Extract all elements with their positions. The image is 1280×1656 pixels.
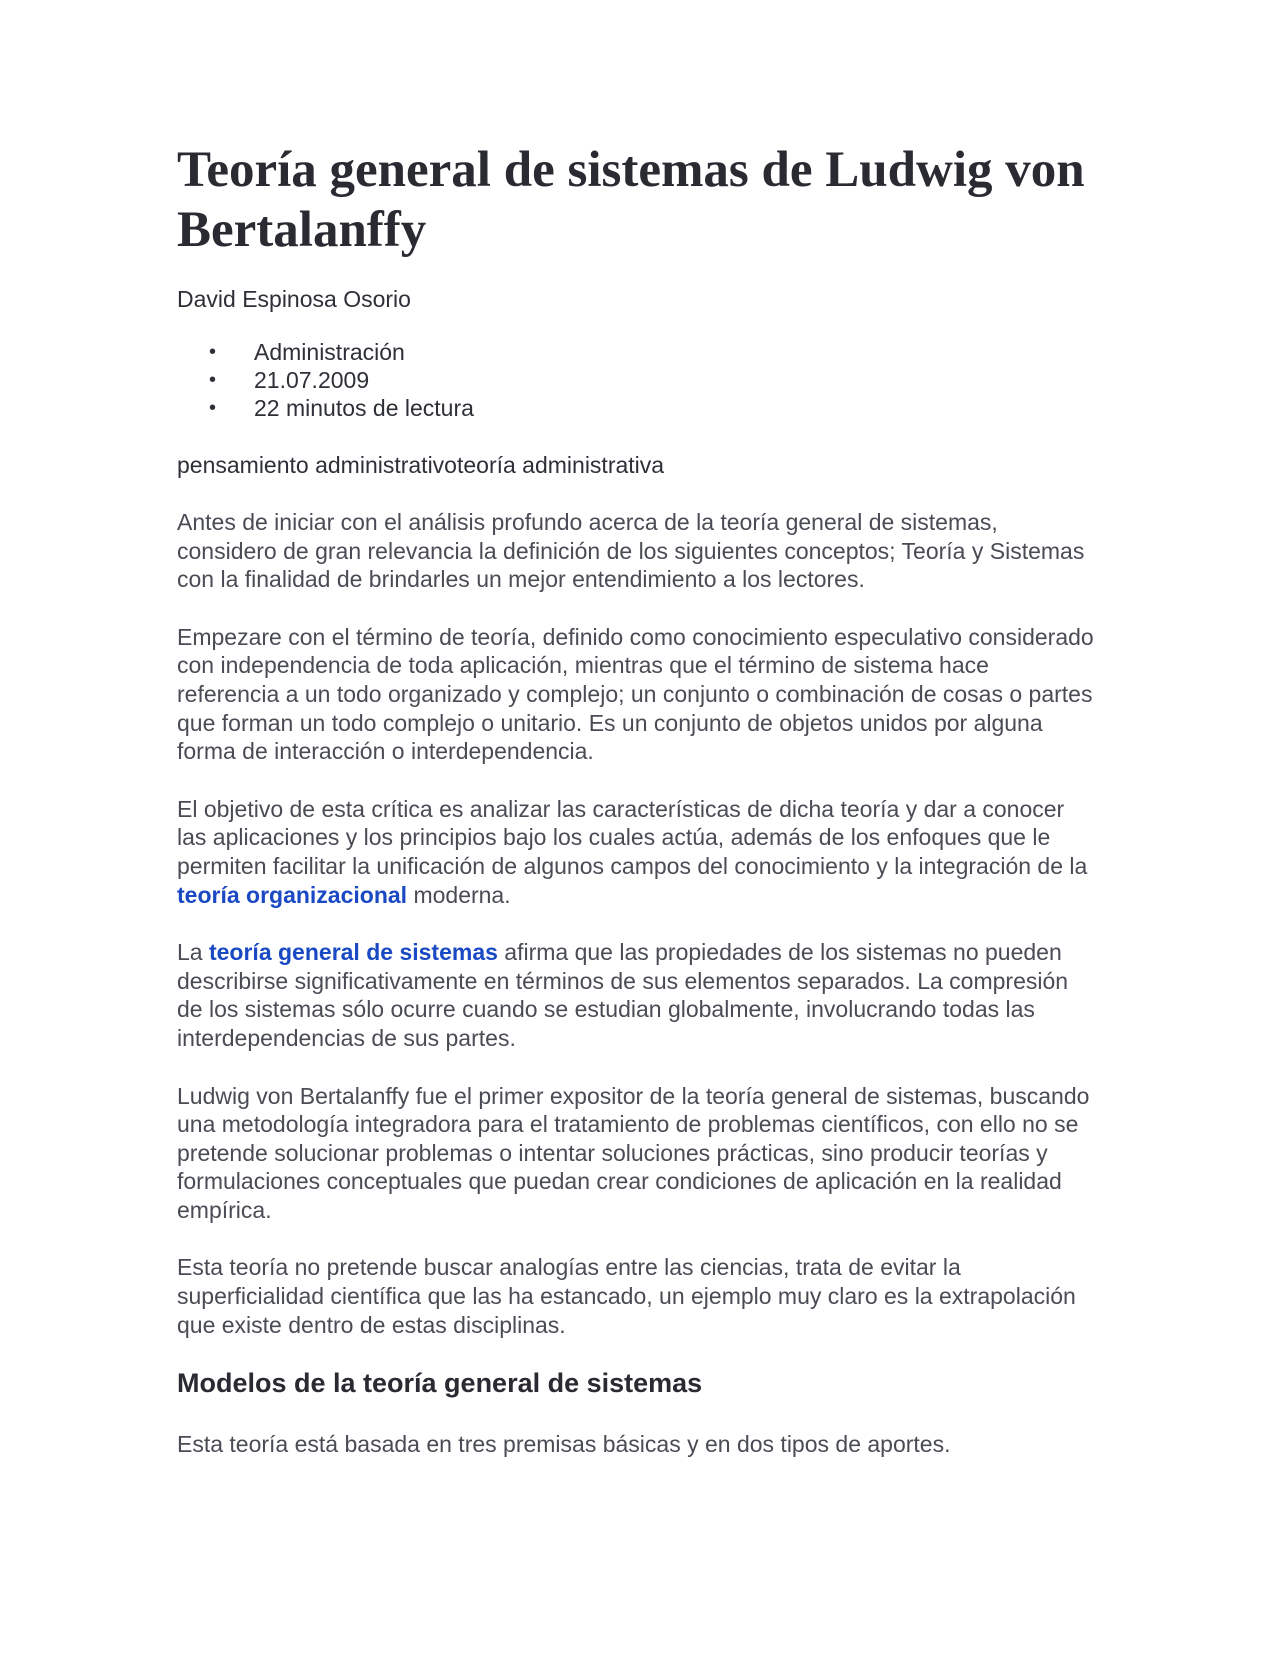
meta-date <box>177 366 1097 394</box>
paragraph-intro: Antes de iniciar con el análisis profundo acerca de la teoría general de sistemas, considero de gran relevancia la definición de los siguientes conceptos; Teoría y Sistemas con la finalidad de brindarles un mejor entendimiento a los lectores. <box>177 509 1085 593</box>
paragraph-objective-text: El objetivo de esta crítica es analizar las características de dicha teoría y dar a conocer las aplicaciones y los principios bajo los cuales actúa, además de los enfoques que le permiten facilitar la unificación de algunos campos del conocimiento y la integración de la <box>177 795 1088 879</box>
article-meta-list <box>177 338 1097 422</box>
article <box>177 140 1097 1459</box>
bullet-icon: • <box>209 369 217 391</box>
article-tags: pensamiento administrativoteoría administrativa <box>177 452 665 478</box>
article-title: Teoría general de sistemas de Ludwig von Bertalanffy <box>177 142 1085 258</box>
paragraph-objective <box>177 795 1097 909</box>
paragraph-premisas: Esta teoría está basada en tres premisas básicas y en dos tipos de aportes. <box>177 1431 951 1458</box>
bullet-icon: • <box>209 397 217 419</box>
paragraph-definitions: Empezare con el término de teoría, definido como conocimiento especulativo considerado con independencia de toda aplicación, mientras que el término de sistema hace referencia a un todo organizado y complejo; un conjunto o combinación de cosas o partes que forman un todo complejo o unitario. Es un conjunto de objetos unidos por alguna forma de interacción o interdependencia. <box>177 623 1094 765</box>
meta-reading-time <box>177 394 1097 422</box>
paragraph-tgs <box>177 938 1097 1052</box>
bullet-icon: • <box>209 341 217 363</box>
link-teoria-organizacional[interactable]: teoría organizacional <box>177 881 408 908</box>
section-heading-modelos: Modelos de la teoría general de sistemas <box>177 1368 703 1399</box>
paragraph-bertalanffy: Ludwig von Bertalanffy fue el primer expositor de la teoría general de sistemas, buscando una metodología integradora para el tratamiento de problemas científicos, con ello no se pretende solucionar problemas o intentar soluciones prácticas, sino producir teorías y formulaciones conceptuales que puedan crear condiciones de aplicación en la realidad empírica. <box>177 1082 1090 1223</box>
paragraph-tgs-text: La <box>177 939 209 966</box>
meta-date-label: 21.07.2009 <box>254 367 370 393</box>
paragraph-analogies: Esta teoría no pretende buscar analogías entre las ciencias, trata de evitar la superficialidad científica que las ha estancado, un ejemplo muy claro es la extrapolación que existe dentro de estas disciplinas. <box>177 1254 1076 1338</box>
link-teoria-general-de-sistemas[interactable]: teoría general de sistemas <box>208 939 498 966</box>
meta-reading-time-label: 22 minutos de lectura <box>254 395 474 421</box>
paragraph-tgs-text-end: afirma que las propiedades de los sistemas no pueden describirse significativamente en términos de sus elementos separados. La compresión de los sistemas sólo ocurre cuando se estudian globalmente, involucrando todas las interdependencias de sus partes. <box>177 939 1069 1051</box>
meta-category-label: Administración <box>254 339 405 365</box>
meta-category <box>177 338 1097 366</box>
author-name: David Espinosa Osorio <box>177 286 411 312</box>
paragraph-objective-text-end: moderna. <box>407 881 511 908</box>
